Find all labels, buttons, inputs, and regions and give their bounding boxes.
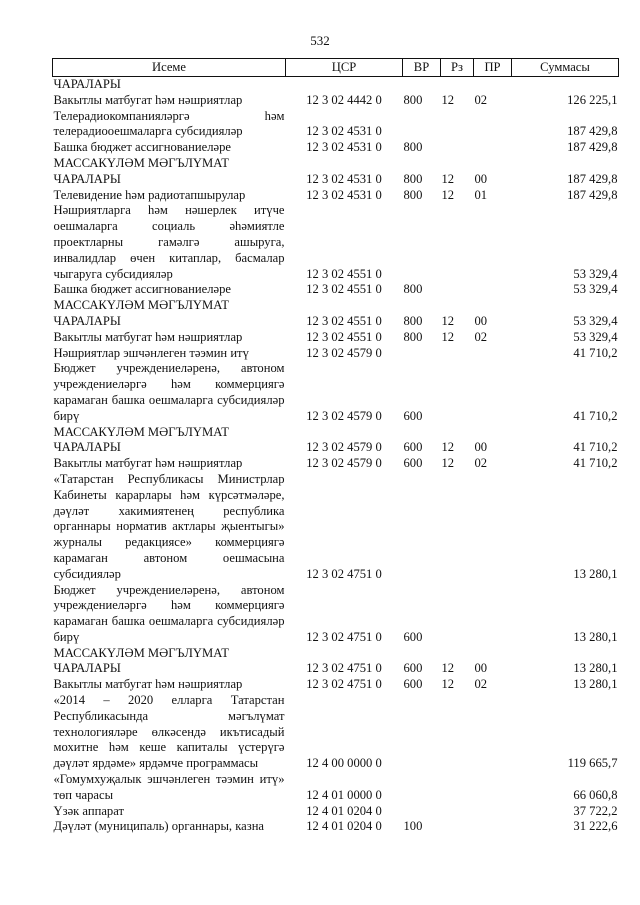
cell-rz [441, 282, 474, 298]
cell-sum: 187 429,8 [567, 171, 618, 186]
cell-csr: 12 3 02 4531 0 [306, 140, 382, 155]
cell-vr: 800 [403, 140, 423, 155]
cell-rz: 12 [441, 661, 455, 676]
cell-sum: 187 429,8 [567, 140, 618, 155]
cell-sum: 53 329,4 [573, 282, 618, 297]
cell-csr: 12 3 02 4442 0 [306, 92, 382, 107]
cell-name: Вакытлы матбугат һәм нәшриятлар [53, 92, 243, 107]
cell-pr: 02 [474, 329, 488, 344]
cell-vr [403, 109, 441, 141]
table-row [53, 140, 619, 156]
cell-rz: 12 [441, 329, 455, 344]
cell-name: Үзәк аппарат [53, 803, 124, 818]
cell-rz [441, 804, 474, 820]
cell-rz: 12 [441, 313, 455, 328]
cell-rz [441, 77, 474, 93]
cell-vr [403, 772, 441, 804]
table-row [53, 472, 619, 583]
cell-csr: 12 3 02 4531 0 [306, 187, 382, 202]
cell-sum: 13 280,1 [573, 566, 618, 581]
table-row [53, 188, 619, 204]
column-header-rz: Рз [441, 59, 474, 77]
cell-name: Бюджет учреждениеләренә, автоном учреждениеләргә һәм коммерциягә карамаган башка оешмаларга субсидияләр бирү [53, 582, 285, 644]
table-row [53, 772, 619, 804]
cell-pr [474, 804, 512, 820]
cell-sum: 41 710,2 [573, 456, 618, 471]
cell-name: МАССАКҮЛӘМ МӘГЪЛҮМАТ ЧАРАЛАРЫ [53, 298, 229, 328]
cell-rz [441, 203, 474, 282]
cell-vr: 800 [403, 282, 423, 297]
cell-rz: 12 [441, 187, 455, 202]
cell-pr [474, 77, 512, 93]
page-number: 532 [310, 33, 330, 48]
cell-name: МАССАКҮЛӘМ МӘГЪЛҮМАТ ЧАРАЛАРЫ [53, 424, 229, 455]
cell-vr: 800 [403, 187, 423, 202]
cell-rz: 12 [441, 92, 455, 107]
budget-table [52, 58, 619, 835]
cell-vr [403, 77, 441, 93]
table-header-row [53, 59, 619, 77]
cell-vr [403, 346, 441, 362]
cell-name: Нәшриятларга һәм нәшерлек итүче оешмаларга социаль әһәмиятле проектларны гамәлгә ашыруга, инвалидлар өчен китаплар, басмалар чыгаруга субсидияләр [53, 203, 285, 281]
cell-csr: 12 4 01 0204 0 [306, 819, 382, 834]
cell-pr [474, 583, 512, 646]
cell-pr [474, 140, 512, 156]
cell-name: Башка бюджет ассигнованиеләре [53, 140, 231, 155]
cell-name: Бюджет учреждениеләренә, автоном учреждениеләргә һәм коммерциягә карамаган башка оешмаларга субсидияләр бирү [53, 361, 285, 423]
cell-vr [403, 693, 441, 772]
cell-name: «2014 – 2020 елларга Татарстан Республикасында мәгълүмат технологияләре өлкәсендә икътисадый мохитне һәм кеше капиталы үстерүгә дәүләт ярдәме» ярдәмче программасы [53, 693, 285, 771]
table-row [53, 109, 619, 141]
table-row [53, 646, 619, 678]
cell-rz [441, 819, 474, 835]
cell-pr: 01 [474, 187, 488, 202]
cell-pr [474, 346, 512, 362]
cell-vr: 800 [403, 313, 423, 328]
cell-csr [286, 77, 403, 93]
cell-name: Телевидение һәм радиотапшырулар [53, 187, 246, 202]
cell-sum: 53 329,4 [573, 313, 618, 328]
cell-csr: 12 3 02 4551 0 [306, 282, 382, 297]
column-header-sum: Суммасы [512, 59, 619, 77]
cell-name: МАССАКҮЛӘМ МӘГЪЛҮМАТ ЧАРАЛАРЫ [53, 155, 229, 186]
cell-sum [512, 77, 619, 93]
cell-pr [474, 772, 512, 804]
table-row [53, 361, 619, 424]
cell-sum: 13 280,1 [573, 661, 618, 676]
cell-rz [441, 583, 474, 646]
cell-vr: 800 [403, 92, 423, 107]
cell-vr: 600 [403, 456, 423, 471]
cell-sum: 66 060,8 [573, 787, 618, 802]
cell-pr: 02 [474, 677, 488, 692]
cell-pr [474, 282, 512, 298]
cell-pr: 00 [474, 661, 488, 676]
cell-pr [474, 361, 512, 424]
cell-pr [474, 693, 512, 772]
cell-csr: 12 3 02 4531 0 [306, 124, 382, 139]
cell-csr: 12 3 02 4579 0 [306, 456, 382, 471]
cell-rz: 12 [441, 456, 455, 471]
table-row [53, 819, 619, 835]
column-header-vr: ВР [403, 59, 441, 77]
table-row [53, 330, 619, 346]
cell-csr: 12 4 01 0204 0 [306, 803, 382, 818]
cell-sum: 53 329,4 [573, 329, 618, 344]
cell-name: Вакытлы матбугат һәм нәшриятлар [53, 677, 243, 692]
table-row [53, 804, 619, 820]
cell-rz [441, 140, 474, 156]
cell-vr [403, 472, 441, 583]
cell-rz [441, 109, 474, 141]
cell-sum: 53 329,4 [573, 266, 618, 281]
cell-name: Дәүләт (муниципаль) органнары, казна [53, 819, 265, 834]
cell-rz: 12 [441, 440, 455, 455]
table-row [53, 425, 619, 457]
cell-sum: 187 429,8 [567, 187, 618, 202]
cell-vr: 100 [403, 819, 423, 834]
cell-pr: 02 [474, 456, 488, 471]
cell-csr: 12 3 02 4579 0 [306, 345, 382, 360]
cell-vr [403, 203, 441, 282]
cell-sum: 13 280,1 [573, 677, 618, 692]
cell-pr: 00 [474, 440, 488, 455]
cell-csr: 12 3 02 4531 0 [306, 171, 382, 186]
cell-name: МАССАКҮЛӘМ МӘГЪЛҮМАТ ЧАРАЛАРЫ [53, 645, 229, 676]
cell-name: Нәшриятлар эшчәнлеген тәэмин итү [53, 345, 249, 360]
cell-name: Телерадиокомпанияләргә һәм телерадиооешмаларга субсидияләр [53, 108, 285, 139]
cell-pr [474, 109, 512, 141]
cell-vr: 600 [403, 629, 423, 644]
cell-pr: 02 [474, 92, 488, 107]
table-row [53, 677, 619, 693]
table-row [53, 282, 619, 298]
table-row [53, 298, 619, 330]
table-row [53, 77, 619, 93]
cell-vr: 600 [403, 408, 423, 423]
cell-vr: 600 [403, 661, 423, 676]
cell-name: Вакытлы матбугат һәм нәшриятлар [53, 456, 243, 471]
cell-csr: 12 3 02 4579 0 [306, 408, 382, 423]
cell-name: «Гомумхуҗалык эшчәнлеген тәэмин итү» төп чарасы [53, 772, 285, 802]
cell-sum: 126 225,1 [567, 92, 618, 107]
cell-csr: 12 3 02 4751 0 [306, 629, 382, 644]
table-row [53, 583, 619, 646]
cell-csr: 12 3 02 4751 0 [306, 566, 382, 581]
cell-sum: 41 710,2 [573, 440, 618, 455]
cell-rz: 12 [441, 171, 455, 186]
table-row [53, 93, 619, 109]
cell-csr: 12 3 02 4751 0 [306, 677, 382, 692]
cell-sum: 37 722,2 [573, 803, 618, 818]
table-row [53, 456, 619, 472]
cell-pr [474, 819, 512, 835]
column-header-pr: ПР [474, 59, 512, 77]
cell-pr: 00 [474, 313, 488, 328]
cell-vr: 600 [403, 677, 423, 692]
cell-csr: 12 3 02 4551 0 [306, 329, 382, 344]
cell-name: Башка бюджет ассигнованиеләре [53, 282, 231, 297]
cell-vr [403, 804, 441, 820]
cell-sum: 119 665,7 [567, 756, 618, 771]
cell-sum: 41 710,2 [573, 408, 618, 423]
cell-rz [441, 472, 474, 583]
cell-csr: 12 4 00 0000 0 [306, 756, 382, 771]
table-row [53, 346, 619, 362]
cell-csr: 12 3 02 4751 0 [306, 661, 382, 676]
table-body [53, 77, 619, 836]
cell-rz [441, 346, 474, 362]
cell-name: Вакытлы матбугат һәм нәшриятлар [53, 329, 243, 344]
table-row [53, 693, 619, 772]
cell-pr [474, 472, 512, 583]
cell-pr: 00 [474, 171, 488, 186]
cell-sum: 187 429,8 [567, 124, 618, 139]
cell-csr: 12 3 02 4579 0 [306, 440, 382, 455]
cell-csr: 12 3 02 4551 0 [306, 313, 382, 328]
cell-pr [474, 203, 512, 282]
cell-name: «Татарстан Республикасы Министрлар Кабинеты карарлары һәм күрсәтмәләре, дәүләт хакимиятенең республика органнары норматив актлары җыентыгы» журналы редакциясе» коммерциягә карамаган автоном оешмасына субсидияләр [53, 471, 285, 581]
cell-vr: 800 [403, 329, 423, 344]
cell-rz [441, 772, 474, 804]
cell-csr: 12 3 02 4551 0 [306, 266, 382, 281]
table-row [53, 156, 619, 188]
column-header-name: Исеме [53, 59, 286, 77]
cell-sum: 31 222,6 [573, 819, 618, 834]
cell-sum: 13 280,1 [573, 629, 618, 644]
cell-sum: 41 710,2 [573, 345, 618, 360]
column-header-csr: ЦСР [286, 59, 403, 77]
cell-csr: 12 4 01 0000 0 [306, 787, 382, 802]
cell-rz [441, 361, 474, 424]
cell-rz [441, 693, 474, 772]
cell-vr: 600 [403, 440, 423, 455]
cell-vr: 800 [403, 171, 423, 186]
table-row [53, 203, 619, 282]
cell-name: ЧАРАЛАРЫ [53, 77, 121, 91]
cell-rz: 12 [441, 677, 455, 692]
